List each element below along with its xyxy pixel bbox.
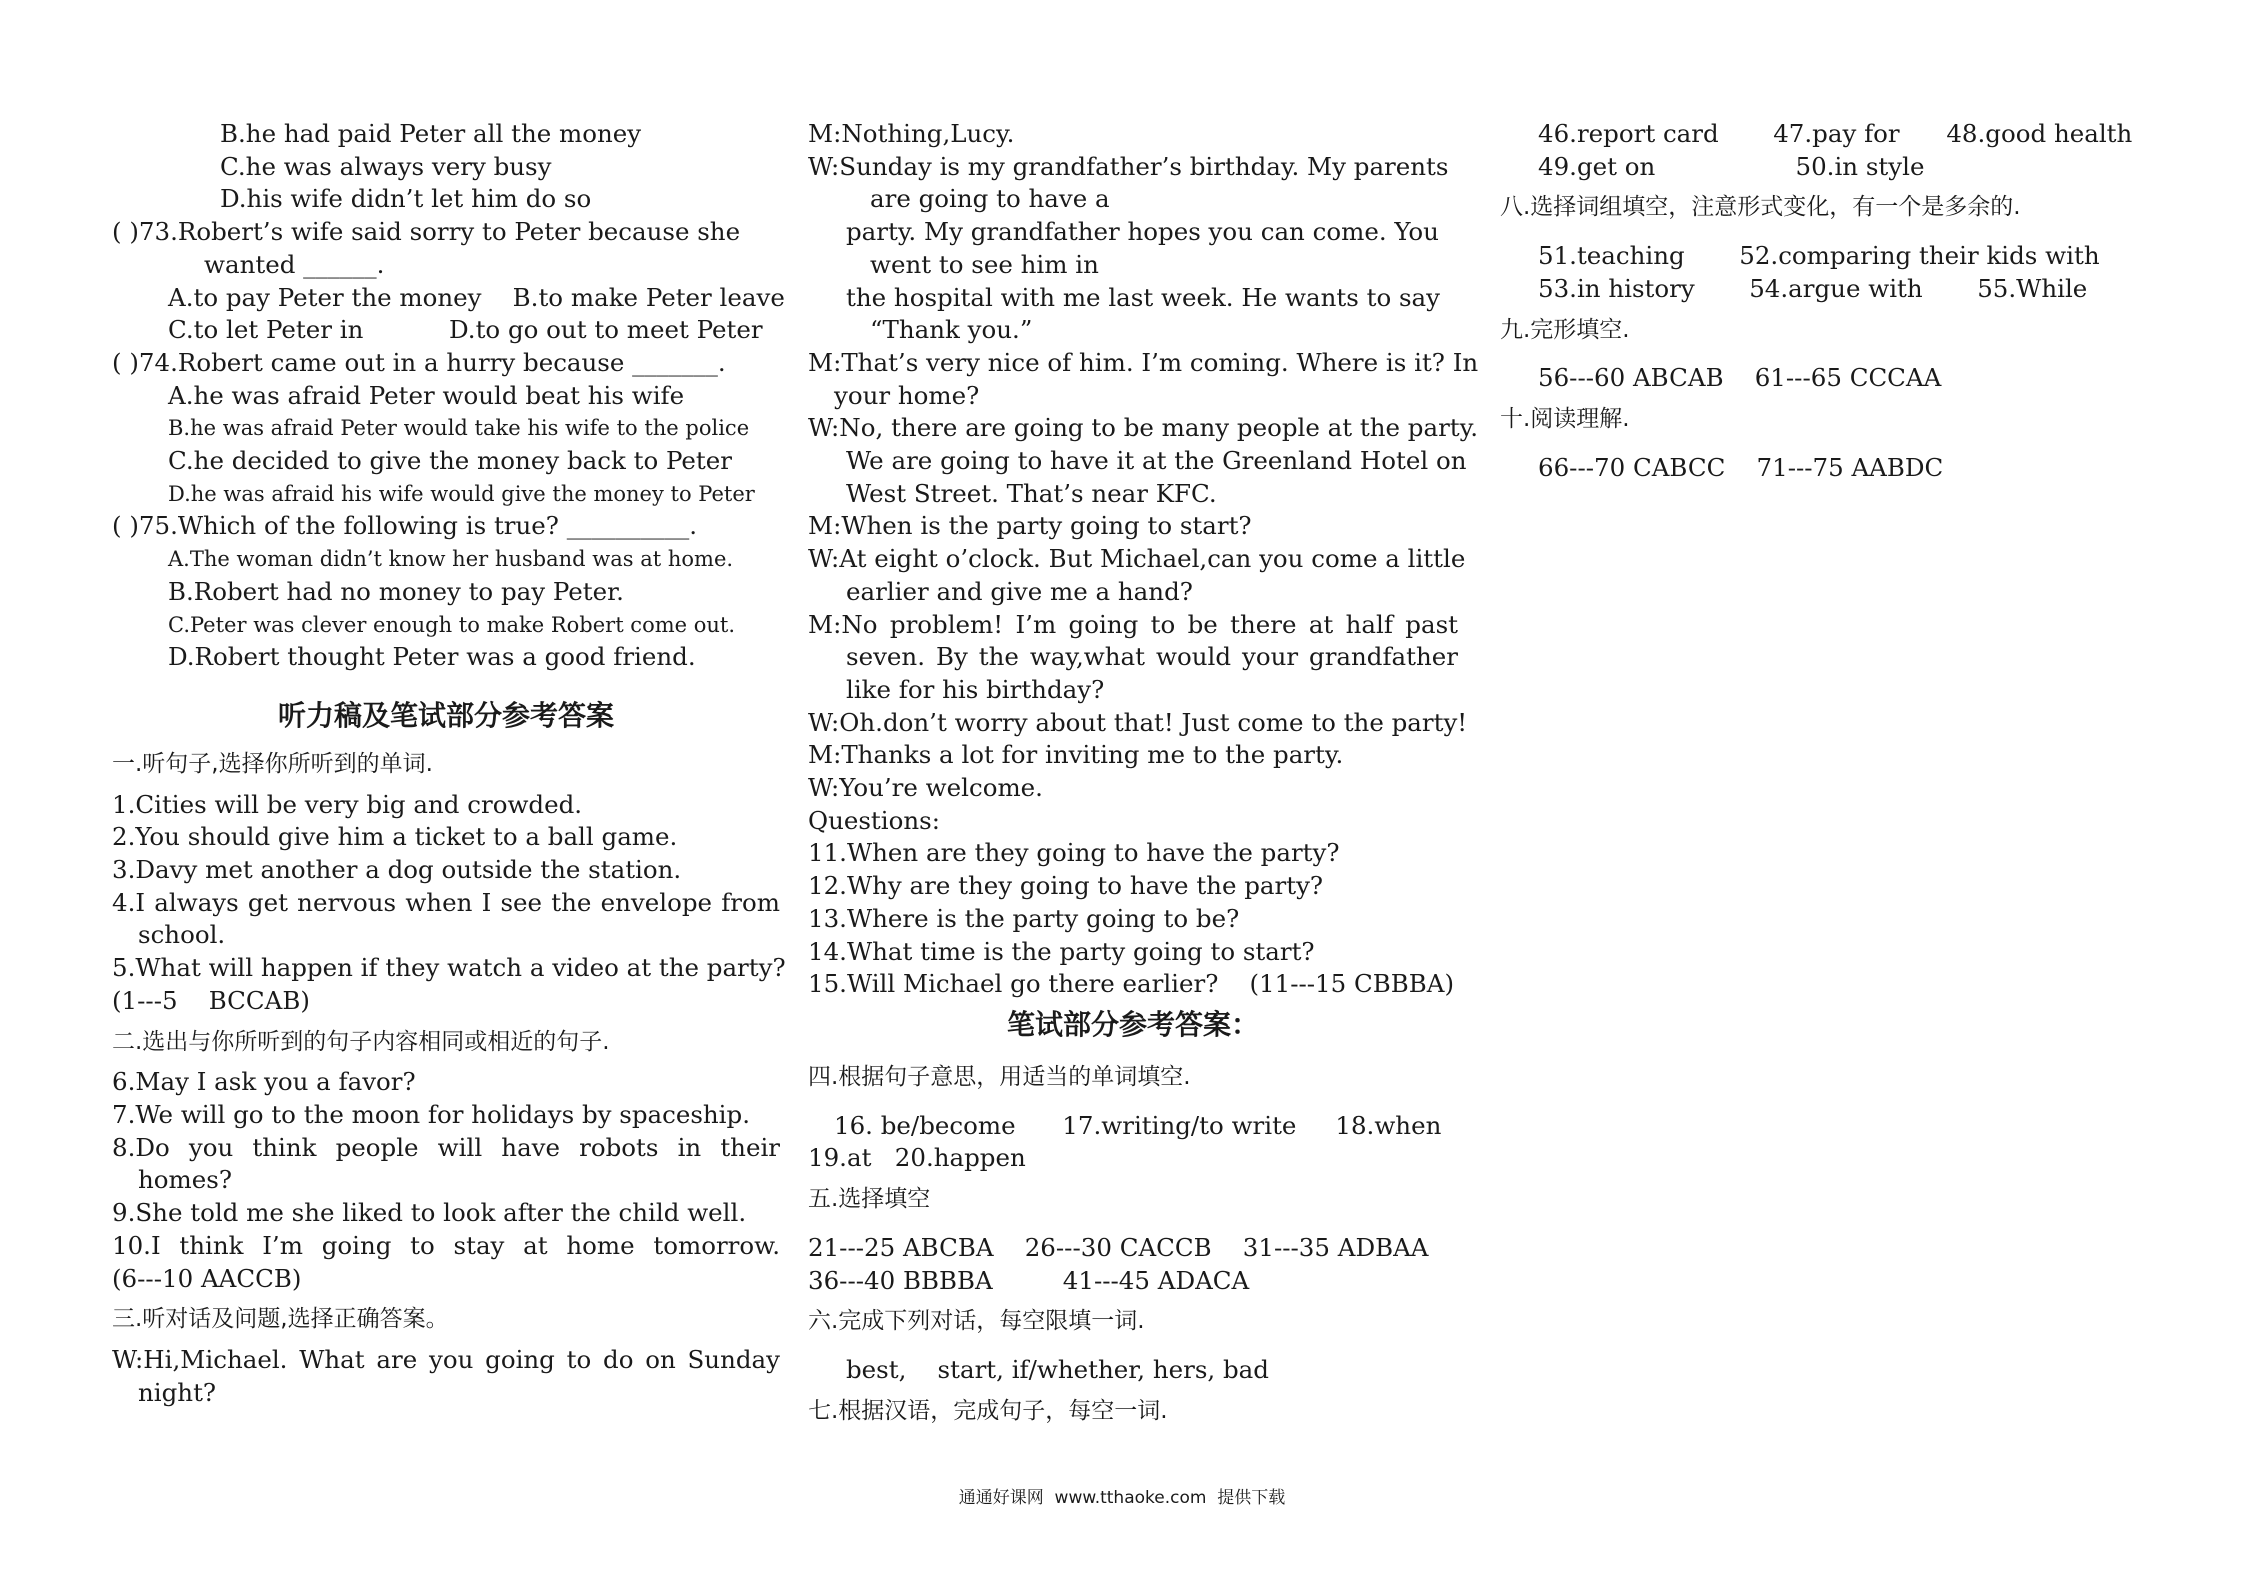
section-5-heading: 五.选择填空 [808,1186,931,1213]
section-9-heading: 九.完形填空. [1500,316,1630,343]
dialogue-line: W:At eight o’clock. But Michael,can you come a little [808,544,1466,574]
q75-stem: ( )75.Which of the following is true? __________. [112,511,698,541]
sec1-line-4-cont: school. [138,920,226,950]
section-7-heading: 七.根据汉语，完成句子，每空一词. [808,1397,1168,1424]
dialogue-line: seven. By the way,what would your grandfather [846,642,1458,672]
sec2-line-8: 8.Do you think people will have robots in their [112,1132,780,1162]
footer-credit: 通通好课网 www.tthaoke.com 提供下载 [958,1488,1286,1508]
q74-option-c: C.he decided to give the money back to Peter [168,446,732,476]
question-line: 12.Why are they going to have the party? [808,871,1324,901]
dialogue-line: party. My grandfather hopes you can come. You [846,217,1439,247]
right-column [1500,118,2133,484]
dialogue-line: went to see him in [870,249,1099,279]
section-1-heading: 一.听句子,选择你所听到的单词. [112,750,433,777]
question-line: 15.Will Michael go there earlier? (11---15 CBBBA) [808,969,1455,999]
written-answers-title: 笔试部分参考答案： [1006,1007,1259,1041]
dialogue-line: W:Sunday is my grandfather’s birthday. My parents [808,151,1449,181]
questions-label: Questions: [808,805,940,835]
dialogue-line: M:No problem! I’m going to be there at half past [808,609,1458,639]
q73-stem: ( )73.Robert’s wife said sorry to Peter because she [112,217,741,247]
sec4-answers-1: 16. be/become 17.writing/to write 18.when [834,1110,1442,1140]
q72-option-c: C.he was always very busy [220,151,552,181]
sec2-line-7: 7.We will go to the moon for holidays by spaceship. [112,1099,750,1129]
dialogue-line-1: W:Hi,Michael. What are you going to do on Sunday [112,1344,780,1374]
sec1-answers: (1---5 BCCAB) [112,985,310,1015]
sec1-line-3: 3.Davy met another a dog outside the station. [112,855,682,885]
q73-stem-cont: wanted ______. [204,249,385,279]
q72-option-d: D.his wife didn’t let him do so [220,184,592,214]
dialogue-line: M:Thanks a lot for inviting me to the party. [808,740,1344,770]
q75-option-a: A.The woman didn’t know her husband was at home. [168,547,734,572]
section-8-heading: 八.选择词组填空，注意形式变化，有一个是多余的. [1500,194,2021,221]
dialogue-line: M:When is the party going to start? [808,511,1252,541]
question-line: 14.What time is the party going to start? [808,936,1315,966]
dialogue-line: your home? [834,380,980,410]
q75-option-d: D.Robert thought Peter was a good friend. [168,642,696,672]
sec1-line-2: 2.You should give him a ticket to a ball game. [112,822,678,852]
sec8-answers-1: 51.teaching 52.comparing their kids with [1538,241,2100,271]
sec8-answers-2: 53.in history 54.argue with 55.While [1538,273,2088,303]
sec10-answers: 66---70 CABCC 71---75 AABDC [1538,452,1944,482]
q74-option-a: A.he was afraid Peter would beat his wife [168,380,685,410]
sec7-answers-2: 49.get on 50.in style [1538,151,1925,181]
sec1-line-1: 1.Cities will be very big and crowded. [112,789,583,819]
dialogue-line: the hospital with me last week. He wants to say [846,282,1441,312]
q74-option-d: D.he was afraid his wife would give the money to Peter [168,481,755,506]
dialogue-line: are going to have a [870,184,1110,214]
q72-option-b: B.he had paid Peter all the money [220,119,642,148]
dialogue-line: “Thank you.” [870,315,1033,345]
sec2-line-8-cont: homes? [138,1165,232,1195]
dialogue-line: M:Nothing,Lucy. [808,119,1015,148]
left-column [112,118,786,1409]
sec4-answers-2: 19.at 20.happen [808,1143,1026,1173]
q75-option-c: C.Peter was clever enough to make Robert come out. [168,612,736,637]
sec5-answers-1: 21---25 ABCBA 26---30 CACCB 31---35 ADBAA [808,1232,1429,1262]
q74-stem: ( )74.Robert came out in a hurry because _______. [112,347,726,377]
sec2-line-6: 6.May I ask you a favor? [112,1067,416,1097]
sec5-answers-2: 36---40 BBBBA 41---45 ADACA [808,1265,1250,1295]
dialogue-line-1-cont: night? [138,1377,217,1407]
sec7-answers-1: 46.report card 47.pay for 48.good health [1538,119,2133,148]
q73-options-ab: A.to pay Peter the money B.to make Peter leave [168,282,785,312]
middle-column [808,118,1479,1427]
section-3-heading: 三.听对话及问题,选择正确答案。 [112,1306,449,1333]
sec2-answers: (6---10 AACCB) [112,1263,302,1293]
dialogue-line: West Street. That’s near KFC. [846,478,1217,508]
dialogue-line: M:That’s very nice of him. I’m coming. Where is it? In [808,347,1479,377]
dialogue-line: W:No, there are going to be many people at the party. [808,413,1479,443]
section-2-heading: 二.选出与你所听到的句子内容相同或相近的句子. [112,1028,610,1055]
dialogue-line: earlier and give me a hand? [846,576,1193,606]
q75-option-b: B.Robert had no money to pay Peter. [168,576,624,606]
q73-options-cd: C.to let Peter in D.to go out to meet Peter [168,315,763,345]
sec6-answers: best, start, if/whether, hers, bad [846,1354,1269,1384]
sec1-line-4: 4.I always get nervous when I see the envelope from [112,887,780,917]
dialogue-line: like for his birthday? [846,674,1105,704]
section-4-heading: 四.根据句子意思，用适当的单词填空. [808,1063,1191,1090]
sec9-answers: 56---60 ABCAB 61---65 CCCAA [1538,363,1942,393]
dialogue-line: W:You’re welcome. [808,773,1043,803]
q74-option-b: B.he was afraid Peter would take his wife to the police [168,416,750,441]
dialogue-line: W:Oh.don’t worry about that! Just come to the party! [808,707,1468,737]
question-line: 13.Where is the party going to be? [808,903,1240,933]
section-6-heading: 六.完成下列对话，每空限填一词. [808,1308,1145,1335]
sec2-line-9: 9.She told me she liked to look after the child well. [112,1198,747,1228]
sec1-line-5: 5.What will happen if they watch a video at the party? [112,953,786,983]
dialogue-line: We are going to have it at the Greenland Hotel on [846,446,1467,476]
sec2-line-10: 10.I think I’m going to stay at home tomorrow. [112,1230,780,1260]
question-line: 11.When are they going to have the party? [808,838,1340,868]
answer-title: 听力稿及笔试部分参考答案 [277,698,614,732]
section-10-heading: 十.阅读理解. [1500,405,1630,432]
